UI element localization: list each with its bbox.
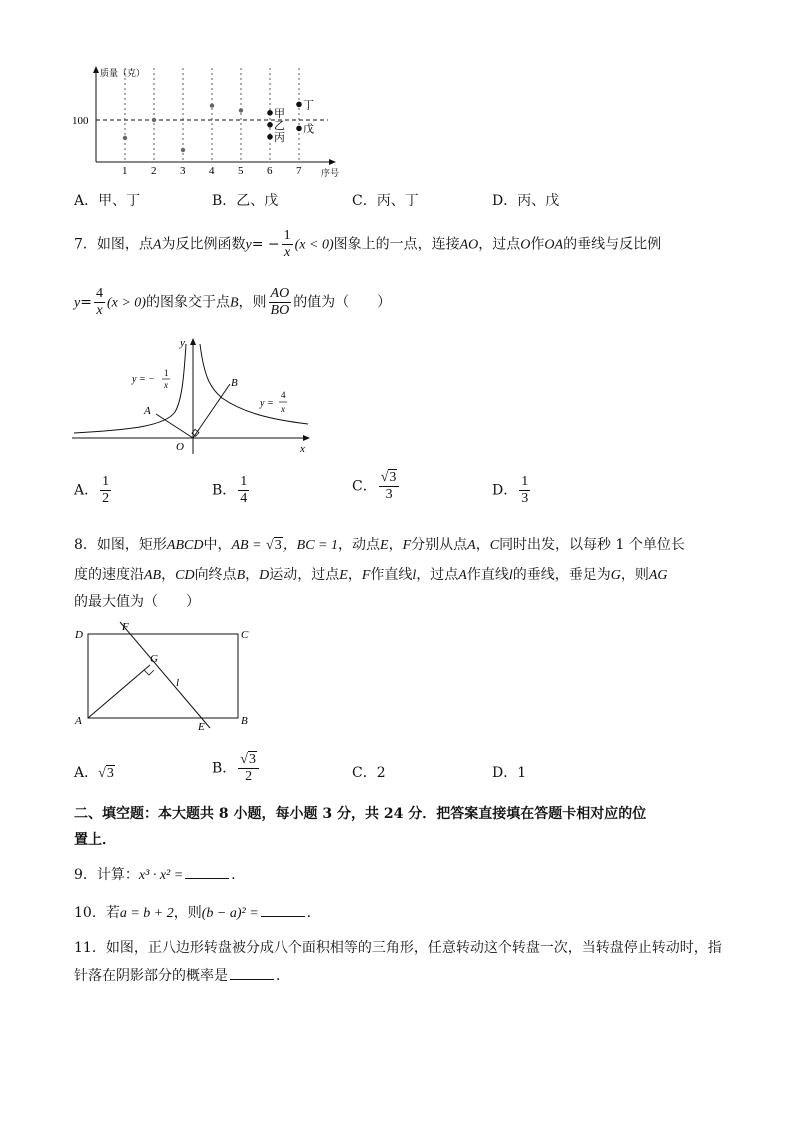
option-sqrt: √3	[98, 766, 114, 781]
q8-var: l	[412, 568, 417, 583]
q7-label-left: y = −	[132, 374, 155, 385]
q7-op: = −	[251, 236, 280, 253]
q11-text: 针落在阴影部分的概率是	[74, 968, 228, 984]
q7-var: O	[520, 237, 531, 253]
q8-var: CD	[175, 568, 195, 583]
q8-var: C	[489, 538, 500, 553]
q7-var: B	[229, 295, 239, 311]
q7-text: 的值为（ ）	[293, 294, 392, 311]
q7-var: y	[245, 237, 252, 253]
q8-text: ，则	[620, 567, 649, 583]
q6-option-a[interactable]: A．甲、丁	[74, 193, 141, 209]
q8-var: ，BC = 1	[282, 538, 339, 553]
q8-var: A	[467, 538, 476, 553]
q7-frac-neg-1-x: $\frac{1}{x}$	[283, 228, 291, 260]
q8-var: D	[259, 568, 270, 583]
q7-text: 图象上的一点，连接	[333, 236, 460, 253]
q8-label-c: C	[241, 629, 249, 641]
q7-label-right: y =	[260, 398, 274, 409]
q7-point-a: A	[144, 405, 151, 417]
q6-point-label: 戊	[303, 123, 314, 136]
q7-label-left-den: x	[164, 380, 168, 390]
q8-text: 的垂线，垂足为	[512, 567, 611, 583]
q6-xlabel: 序号	[321, 168, 340, 178]
q8-option-c[interactable]: C．2	[352, 765, 386, 781]
q8-line-l	[120, 622, 210, 728]
q11-line-2: 针落在阴影部分的概率是 ．	[74, 965, 290, 986]
q10-text: 10．若	[74, 905, 120, 921]
option-den: 4	[240, 491, 248, 506]
q8-option-b[interactable]: B． $\frac{√3}{2}$	[212, 752, 261, 785]
q6-data-point	[267, 122, 273, 128]
option-den: 2	[245, 769, 253, 784]
option-num: 3	[248, 752, 256, 767]
q7-text: 7．如图，点	[74, 236, 153, 253]
q8-option-d[interactable]: D．1	[492, 765, 527, 781]
option-num: 1	[102, 474, 110, 489]
q10-expr: (b − a)² =	[201, 906, 259, 921]
option-num: 3	[389, 470, 397, 485]
q8-text: 8．如图，矩形	[74, 537, 167, 553]
q6-data-point	[267, 110, 273, 116]
q6-x-tick-label: 5	[238, 165, 244, 177]
q8-text: ，动点	[338, 537, 381, 553]
q11-line-1: 11．如图，正八边形转盘被分成八个面积相等的三角形，任意转动这个转盘一次，当转盘停止转动时，指	[74, 940, 722, 956]
q8-var: ABCD	[166, 538, 204, 553]
q6-data-point	[181, 148, 185, 152]
q8-var: AG	[648, 568, 668, 583]
q7-curve-right	[200, 344, 308, 424]
q6-data-point	[296, 102, 302, 108]
q8-text: 作直线	[466, 567, 509, 583]
q8-line-3: 的最大值为（ ）	[74, 594, 200, 610]
q7-label-right-num: 4	[281, 390, 286, 400]
q6-data-point	[152, 118, 156, 122]
q6-point-label: 丙	[274, 131, 285, 144]
q6-x-tick-label: 7	[296, 165, 302, 177]
q8-label-d: D	[75, 629, 83, 641]
q8-text: 运动，过点	[269, 567, 340, 583]
q8-var: AB	[144, 568, 162, 583]
q8-var: AB =	[231, 538, 262, 553]
q7-line-2	[74, 286, 391, 319]
q8-label-g: G	[150, 653, 158, 665]
q7-frac-4-x: $\frac{4}{x}$	[95, 286, 103, 318]
option-num: 1	[521, 474, 529, 489]
q10: 10．若a = b + 2，则(b − a)² = ．	[74, 902, 321, 924]
q7-option-b[interactable]	[212, 474, 251, 507]
q7-op: =	[80, 294, 92, 311]
q8-text: ，过点	[416, 567, 459, 583]
q6-x-tick-label: 2	[151, 165, 157, 177]
q7-text: ，则	[238, 294, 267, 311]
q8-sqrt3: √3	[266, 538, 282, 553]
q7-text: 的图象交于点	[145, 294, 230, 311]
q8-label-a: A	[75, 715, 82, 727]
q8-var: E	[380, 538, 389, 553]
q7-line-1	[74, 228, 661, 261]
q7-domain: (x > 0)	[106, 295, 146, 311]
q7-axis-y: y	[180, 337, 185, 349]
q6-option-d[interactable]: D．丙、戊	[492, 193, 560, 209]
q7-var: OA	[544, 237, 564, 253]
option-label: D．	[492, 482, 518, 499]
q7-domain: (x < 0)	[294, 237, 334, 253]
q8-var: F	[361, 568, 371, 583]
q7-option-d[interactable]	[492, 474, 532, 507]
q6-x-tick-label: 4	[209, 165, 215, 177]
q10-answer-blank[interactable]	[261, 902, 305, 917]
q7-text: 为反比例函数	[161, 236, 246, 253]
q11-answer-blank[interactable]	[230, 965, 274, 980]
q8-label-f: F	[122, 621, 129, 633]
q8-text: 作直线	[370, 567, 413, 583]
q7-var: A	[152, 237, 162, 253]
q6-point-label: 丁	[303, 99, 314, 112]
q8-line-2: 度的速度沿AB，CD向终点B，D运动，过点E，F作直线l，过点A作直线l的垂线，垂足为G，则AG	[74, 567, 668, 583]
section2-heading-line2: 置上．	[74, 832, 116, 848]
q8-line-1: 8．如图，矩形ABCD中，AB = √3，BC = 1，动点E，F分别从点A，C同时出发，以每秒 1 个单位长	[74, 535, 685, 556]
option-label: A．	[74, 482, 99, 499]
q7-option-c[interactable]: C． $\frac{√3}{3}$	[352, 470, 401, 503]
q7-origin: O	[176, 441, 184, 453]
q9-answer-blank[interactable]	[185, 864, 229, 879]
q7-var: y	[74, 295, 81, 311]
q7-text: ，过点	[478, 236, 521, 253]
q6-x-tick-label: 1	[122, 165, 128, 177]
q6-option-b[interactable]: B．乙、戊	[212, 193, 279, 209]
option-label: B．	[212, 482, 237, 499]
q8-label-b: B	[241, 715, 248, 727]
q8-segment-ag	[88, 665, 150, 718]
section2-heading-line1: 二、填空题：本大题共 8 小题，每小题 3 分，共 24 分．把答案直接填在答题卡相对应的位	[74, 806, 647, 822]
q7-var: AO	[459, 237, 479, 253]
q7-point-b: B	[231, 377, 238, 389]
q8-label-l: l	[176, 677, 180, 689]
q8-var: F	[402, 538, 412, 553]
q6-scatter-chart	[70, 62, 340, 182]
q7-curve-left	[74, 344, 186, 433]
q9-expr: x³ · x² =	[138, 868, 184, 883]
q8-var: B	[236, 568, 246, 583]
q8-text: 中，	[203, 537, 232, 553]
q10-text: ，则	[173, 905, 202, 921]
q7-text: 作	[530, 236, 545, 253]
q6-axes	[93, 66, 336, 165]
q6-reference-label: 100	[72, 115, 89, 127]
q9: 9．计算：x³ · x² = ．	[74, 864, 245, 886]
q6-point-label: 乙	[274, 119, 285, 132]
q6-data-point	[239, 108, 243, 112]
q6-data-point	[296, 126, 302, 132]
q8-var: G	[610, 568, 621, 583]
q8-text: 同时出发，以每秒 1 个单位长	[499, 537, 685, 553]
q6-data-point	[210, 103, 214, 107]
option-label: B．	[212, 760, 237, 777]
q8-label-e: E	[198, 721, 205, 733]
q8-text: 向终点	[194, 567, 237, 583]
q8-var: l	[508, 568, 513, 583]
q6-point-label: 甲	[274, 107, 285, 120]
q8-figure	[70, 618, 260, 736]
q9-text: 9．计算：	[74, 867, 139, 883]
option-den: 3	[385, 487, 393, 502]
q8-option-a[interactable]	[74, 762, 115, 782]
q7-text: 的垂线与反比例	[563, 236, 662, 253]
q6-option-c[interactable]: C．丙、丁	[352, 193, 419, 209]
q7-figure	[70, 336, 314, 458]
option-label: A．	[74, 765, 99, 781]
q7-axis-x: x	[300, 443, 305, 455]
q8-rectangle	[88, 634, 238, 718]
q8-text: 度的速度沿	[74, 567, 144, 583]
q7-option-a[interactable]	[74, 474, 113, 507]
option-label: C．	[352, 478, 377, 495]
q8-text: 分别从点	[411, 537, 468, 553]
q10-cond: a = b + 2	[119, 906, 174, 921]
option-den: 3	[521, 491, 529, 506]
q6-ylabel: 质量（克）	[100, 68, 146, 78]
q7-frac-ao-bo: $\frac{AO}{BO}$	[270, 286, 290, 318]
q7-label-left-num: 1	[164, 368, 169, 378]
option-den: 2	[102, 491, 110, 506]
q7-label-right-den: x	[281, 404, 285, 414]
q6-x-tick-label: 6	[267, 165, 273, 177]
q8-var: E	[339, 568, 348, 583]
q6-data-point	[123, 136, 127, 140]
option-num: 1	[240, 474, 248, 489]
q6-data-point	[267, 134, 273, 140]
q8-var: A	[458, 568, 467, 583]
q6-x-tick-label: 3	[180, 165, 186, 177]
